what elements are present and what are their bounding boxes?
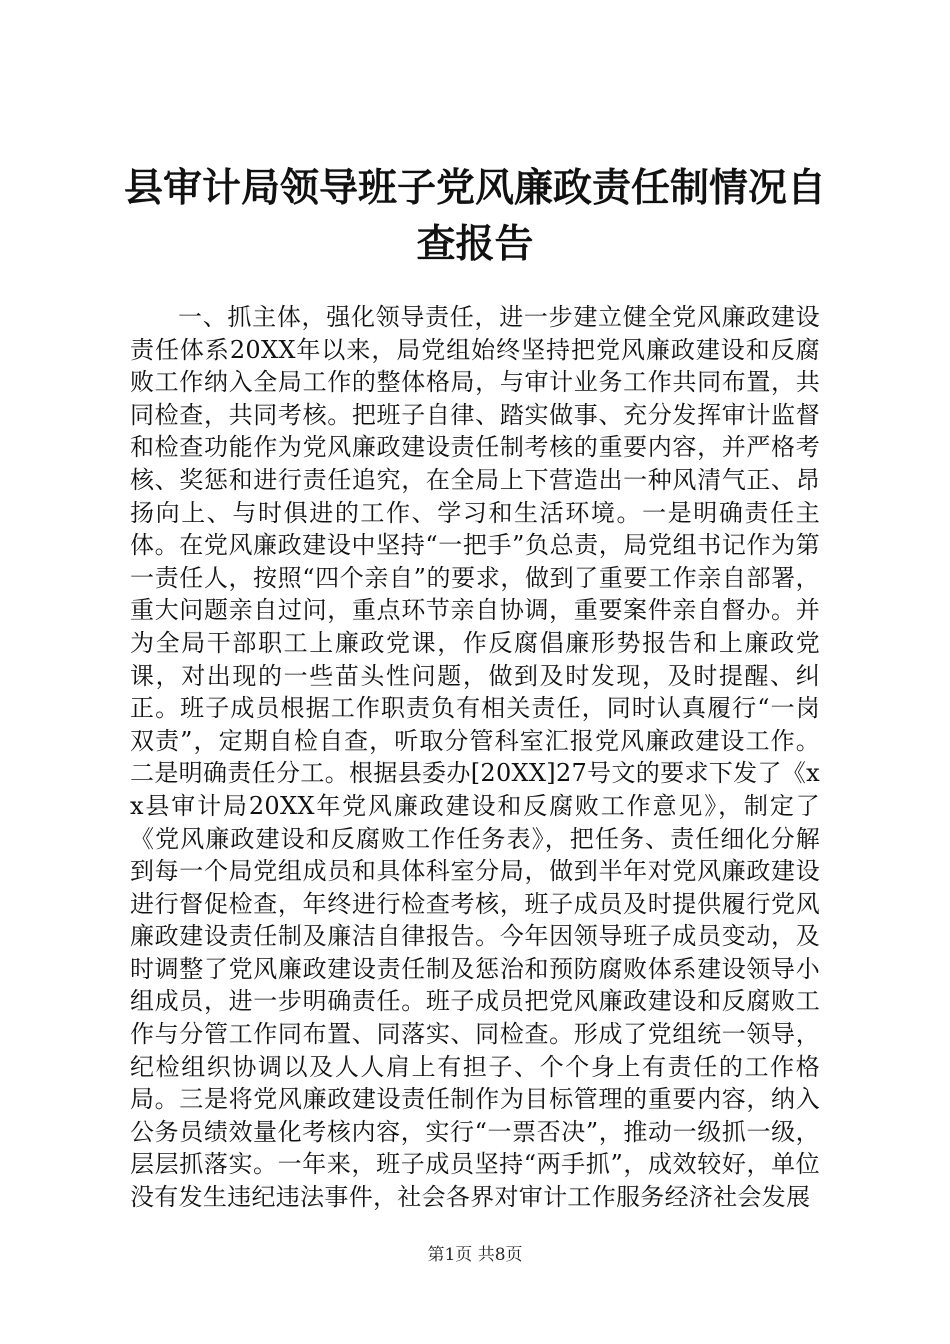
page-number-footer: 第1页 共8页 bbox=[427, 1245, 523, 1265]
document-title: 县审计局领导班子党风廉政责任制情况自查报告 bbox=[123, 165, 826, 267]
body-paragraph: 一、抓主体，强化领导责任，进一步建立健全党风廉政建设责任体系20XX年以来，局党组始终坚持把党风廉政建设和反腐败工作纳入全局工作的整体格局，与审计业务工作共同布置，共同检查，共同考核。把班子自律、踏实做事、充分发挥审计监督和检查功能作为党风廉政建设责任制考核的重要内容，并严格考核、奖惩和进行责任追究，在全局上下营造出一种风清气正、昂扬向上、与时俱进的工作、学习和生活环境。一是明确责任主体。在党风廉政建设中坚持“一把手”负总责，局党组书记作为第一责任人，按照“四个亲自”的要求，做到了重要工作亲自部署，重大问题亲自过问，重点环节亲自协调，重要案件亲自督办。并为全局干部职工上廉政党课，作反腐倡廉形势报告和上廉政党课，对出现的一些苗头性问题，做到及时发现，及时提醒、纠正。班子成员根据工作职责负有相关责任，同时认真履行“一岗双责”，定期自检自查，听取分管科室汇报党风廉政建设工作。二是明确责任分工。根据县委办[20XX]27号文的要求下发了《xx县审计局20XX年党风廉政建设和反腐败工作意见》，制定了《党风廉政建设和反腐败工作任务表》，把任务、责任细化分解到每一个局党组成员和具体科室分局，做到半年对党风廉政建设进行督促检查，年终进行检查考核，班子成员及时提供履行党风廉政建设责任制及廉洁自律报告。今年因领导班子成员变动，及时调整了党风廉政建设责任制及惩治和预防腐败体系建设领导小组成员，进一步明确责任。班子成员把党风廉政建设和反腐败工作与分管工作同布置、同落实、同检查。形成了党组统一领导，纪检组织协调以及人人肩上有担子、个个身上有责任的工作格局。三是将党风廉政建设责任制作为目标管理的重要内容，纳入公务员绩效量化考核内容，实行“一票否决”，推动一级抓一级，层层抓落实。一年来，班子成员坚持“两手抓”，成效较好，单位没有发生违纪违法事件，社会各界对审计工作服务经济社会发展 bbox=[130, 303, 820, 1212]
